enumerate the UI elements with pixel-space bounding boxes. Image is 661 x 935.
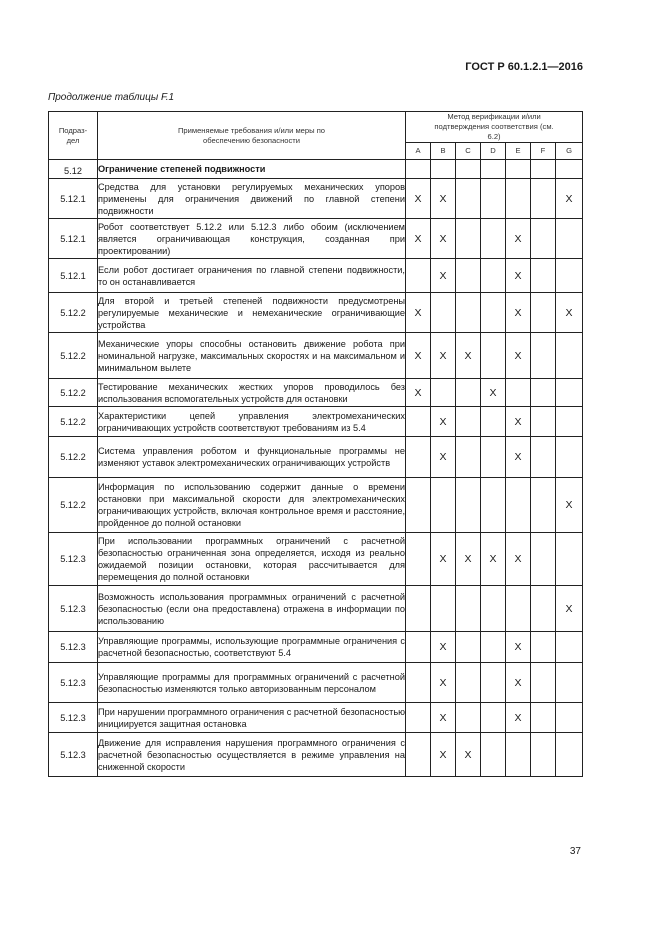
method-mark-f [531, 478, 556, 533]
subsection-number: 5.12.3 [49, 663, 98, 703]
method-mark-c [456, 179, 481, 219]
method-mark-b: X [431, 407, 456, 437]
page-number: 37 [569, 846, 581, 857]
table-row [49, 703, 583, 733]
table-row [49, 663, 583, 703]
method-mark-g [556, 219, 583, 259]
method-mark-g [556, 703, 583, 733]
section-number: 5.12 [49, 160, 98, 179]
method-mark-a [406, 533, 431, 586]
method-mark-c [456, 703, 481, 733]
method-mark-g [556, 632, 583, 663]
section-title: Ограничение степеней подвижности [98, 160, 406, 179]
method-mark-a: X [406, 333, 431, 379]
method-mark-e: X [506, 407, 531, 437]
method-letter-header: G [556, 143, 583, 160]
method-mark-e [506, 586, 531, 632]
method-mark-b: X [431, 703, 456, 733]
method-mark-a: X [406, 379, 431, 407]
method-mark-f [531, 632, 556, 663]
method-mark-c [456, 293, 481, 333]
method-mark-b [431, 379, 456, 407]
method-letter-header: D [481, 143, 506, 160]
method-mark-c [456, 407, 481, 437]
method-mark-g: X [556, 293, 583, 333]
method-mark-d [481, 259, 506, 293]
method-mark-b: X [431, 259, 456, 293]
section-row [49, 160, 583, 179]
method-mark-f [531, 219, 556, 259]
method-mark-c [456, 379, 481, 407]
table-row [49, 179, 583, 219]
method-letter-header: F [531, 143, 556, 160]
method-mark-f [531, 179, 556, 219]
method-mark-f [531, 663, 556, 703]
requirement-text: Механические упоры способны остановить движение робота при номинальной нагрузке, максимальных скоростях и на максимальном и минимальном вылете [98, 333, 406, 379]
method-mark-g [556, 407, 583, 437]
requirement-text: Управляющие программы, использующие программные ограничения с расчетной безопасностью, соответствуют 5.4 [98, 632, 406, 663]
method-mark-g: X [556, 586, 583, 632]
method-mark-d [481, 663, 506, 703]
method-mark-b [431, 293, 456, 333]
method-mark-f [531, 586, 556, 632]
method-mark-e [506, 379, 531, 407]
table-row [49, 533, 583, 586]
table-row [49, 293, 583, 333]
subsection-number: 5.12.3 [49, 733, 98, 777]
method-mark-a [406, 586, 431, 632]
method-mark-e: X [506, 632, 531, 663]
requirement-text: Движение для исправления нарушения программного ограничения с расчетной безопасностью осуществляется в режиме управления на сниженной скорости [98, 733, 406, 777]
requirement-text: Тестирование механических жестких упоров проводилось без использования вспомогательных устройств для остановки [98, 379, 406, 407]
method-mark-g [556, 379, 583, 407]
method-mark-g [556, 663, 583, 703]
method-mark-d [481, 407, 506, 437]
method-mark-a [406, 663, 431, 703]
method-mark-c [456, 437, 481, 478]
method-mark-a: X [406, 179, 431, 219]
method-mark-g: X [556, 478, 583, 533]
method-letter-header: B [431, 143, 456, 160]
method-mark-f [531, 333, 556, 379]
method-mark-f [531, 533, 556, 586]
method-mark-e: X [506, 293, 531, 333]
method-mark-e [506, 478, 531, 533]
method-mark-c: X [456, 333, 481, 379]
method-letter-header: A [406, 143, 431, 160]
method-mark-c: X [456, 533, 481, 586]
methods-column-header: Метод верификации и/или подтверждения соответствия (см. 6.2) [406, 112, 583, 143]
method-mark-b: X [431, 437, 456, 478]
method-mark-e: X [506, 703, 531, 733]
table-row [49, 586, 583, 632]
requirement-text: Если робот достигает ограничения по главной степени подвижности, то он останавливается [98, 259, 406, 293]
method-mark-a: X [406, 293, 431, 333]
table-body [49, 160, 583, 777]
method-mark-a [406, 478, 431, 533]
subsection-number: 5.12.2 [49, 293, 98, 333]
table-row [49, 379, 583, 407]
method-mark-c [456, 219, 481, 259]
method-mark-b: X [431, 533, 456, 586]
method-mark-g [556, 437, 583, 478]
requirement-text: Управляющие программы для программных ограничений с расчетной безопасностью изменяются только авторизованным персоналом [98, 663, 406, 703]
method-mark-g [556, 733, 583, 777]
method-mark-e [506, 179, 531, 219]
method-mark-f [531, 259, 556, 293]
requirement-text: Робот соответствует 5.12.2 или 5.12.3 либо обоим (исключением является ограничивающая конструкция, созданная при проектировании) [98, 219, 406, 259]
method-mark-e: X [506, 663, 531, 703]
subsection-number: 5.12.3 [49, 632, 98, 663]
table-row [49, 632, 583, 663]
method-mark-g [556, 533, 583, 586]
method-mark-e: X [506, 219, 531, 259]
method-mark-b: X [431, 663, 456, 703]
method-mark-g: X [556, 179, 583, 219]
table-row [49, 333, 583, 379]
method-mark-e: X [506, 333, 531, 379]
method-mark-f [531, 379, 556, 407]
method-mark-d: X [481, 533, 506, 586]
table-header [49, 112, 583, 160]
method-mark-e [506, 733, 531, 777]
method-mark-a [406, 437, 431, 478]
method-mark-b [431, 478, 456, 533]
requirements-table [48, 111, 583, 777]
method-mark-f [531, 407, 556, 437]
method-mark-f [531, 733, 556, 777]
method-mark-a [406, 733, 431, 777]
requirement-text: Для второй и третьей степеней подвижности предусмотрены регулируемые механические и немеханические ограничивающие устройства [98, 293, 406, 333]
table-caption: Продолжение таблицы F.1 [48, 92, 175, 103]
method-mark-c [456, 586, 481, 632]
method-mark-c: X [456, 733, 481, 777]
method-mark-c [456, 632, 481, 663]
standard-designation: ГОСТ Р 60.1.2.1—2016 [465, 61, 583, 73]
subsection-number: 5.12.3 [49, 586, 98, 632]
subsection-number: 5.12.1 [49, 179, 98, 219]
subsection-number: 5.12.3 [49, 703, 98, 733]
requirement-text: Возможность использования программных ограничений с расчетной безопасностью (если она предоставлена) отражена в информации по использованию [98, 586, 406, 632]
method-mark-d [481, 293, 506, 333]
requirement-text: При использовании программных ограничений с расчетной безопасностью ограниченная зона определяется, исходя из реально ожидаемой позиции остановки, которая рассчитывается для перемещения до полной остановки [98, 533, 406, 586]
method-mark-b: X [431, 179, 456, 219]
method-mark-a [406, 407, 431, 437]
method-mark-d [481, 437, 506, 478]
table-row [49, 407, 583, 437]
method-mark-g [556, 259, 583, 293]
method-mark-e: X [506, 533, 531, 586]
method-mark-c [456, 259, 481, 293]
method-mark-a [406, 259, 431, 293]
method-mark-b: X [431, 733, 456, 777]
method-mark-d [481, 179, 506, 219]
method-mark-b: X [431, 632, 456, 663]
method-mark-f [531, 437, 556, 478]
method-mark-d [481, 632, 506, 663]
method-mark-d [481, 703, 506, 733]
requirement-text: Характеристики цепей управления электромеханических ограничивающих устройств соответствуют требованиям из 5.4 [98, 407, 406, 437]
method-mark-d [481, 219, 506, 259]
method-mark-c [456, 478, 481, 533]
table-row [49, 259, 583, 293]
method-mark-d: X [481, 379, 506, 407]
method-mark-d [481, 478, 506, 533]
method-mark-c [456, 663, 481, 703]
requirement-text: При нарушении программного ограничения с расчетной безопасностью инициируется защитная остановка [98, 703, 406, 733]
requirements-column-header: Применяемые требования и/или меры по обеспечению безопасности [98, 112, 406, 160]
method-mark-b [431, 586, 456, 632]
subsection-number: 5.12.2 [49, 437, 98, 478]
table-row [49, 219, 583, 259]
subsection-column-header: Подраз-дел [49, 112, 98, 160]
method-mark-b: X [431, 333, 456, 379]
subsection-number: 5.12.3 [49, 533, 98, 586]
table-row [49, 478, 583, 533]
table-row [49, 733, 583, 777]
method-letter-header: E [506, 143, 531, 160]
table-row [49, 437, 583, 478]
method-mark-d [481, 333, 506, 379]
method-mark-e: X [506, 437, 531, 478]
method-mark-d [481, 586, 506, 632]
requirement-text: Информация по использованию содержит данные о времени остановки при максимальной скорости для электромеханических ограничивающих устройств, включая контрольное время и расстояние, пройденное до полной остановки [98, 478, 406, 533]
subsection-number: 5.12.2 [49, 478, 98, 533]
method-mark-f [531, 293, 556, 333]
method-mark-f [531, 703, 556, 733]
subsection-number: 5.12.1 [49, 259, 98, 293]
method-mark-g [556, 333, 583, 379]
method-mark-e: X [506, 259, 531, 293]
subsection-number: 5.12.1 [49, 219, 98, 259]
requirement-text: Средства для установки регулируемых механических упоров применены для ограничения движений по главной степени подвижности [98, 179, 406, 219]
method-mark-b: X [431, 219, 456, 259]
subsection-number: 5.12.2 [49, 379, 98, 407]
requirement-text: Система управления роботом и функциональные программы не изменяют уставок электромеханических ограничивающих устройств [98, 437, 406, 478]
subsection-number: 5.12.2 [49, 407, 98, 437]
method-mark-a: X [406, 219, 431, 259]
method-mark-d [481, 733, 506, 777]
method-letter-header: C [456, 143, 481, 160]
subsection-number: 5.12.2 [49, 333, 98, 379]
method-mark-a [406, 632, 431, 663]
method-mark-a [406, 703, 431, 733]
